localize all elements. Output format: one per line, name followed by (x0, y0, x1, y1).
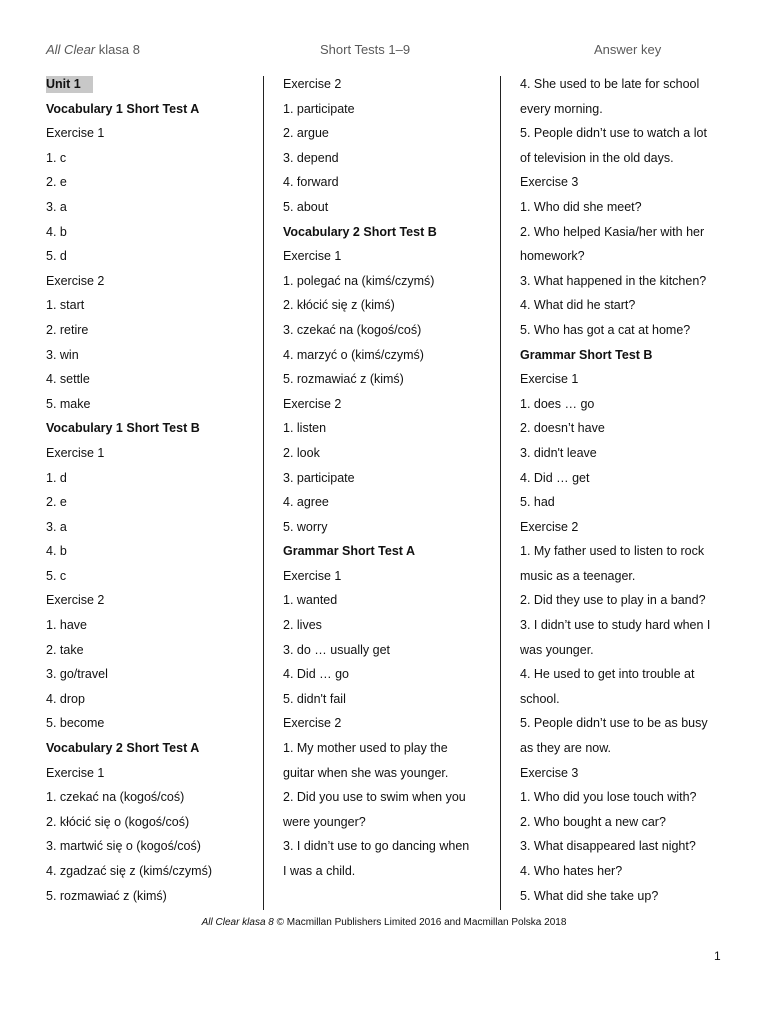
answer-line (283, 146, 493, 171)
header-title (46, 42, 140, 57)
answer-line (46, 539, 256, 564)
answer-text: 5. about (283, 199, 329, 214)
answer-text: 3. didn't leave (520, 445, 597, 460)
answer-text: as they are now. (520, 741, 612, 756)
answer-text: 1. start (46, 298, 85, 313)
section-heading (283, 220, 493, 245)
answer-text: 1. participate (283, 101, 355, 116)
answer-line (46, 810, 256, 835)
answer-text: 3. What disappeared last night? (520, 839, 696, 854)
answer-text: every morning. (520, 101, 603, 116)
answer-text: 4. She used to be late for school (520, 77, 700, 91)
answer-line (283, 810, 493, 835)
answer-line (283, 441, 493, 466)
answer-text: 2. Who bought a new car? (520, 814, 666, 829)
answer-text: 1. czekać na (kogoś/coś) (46, 790, 185, 805)
exercise-label (46, 269, 256, 294)
answer-line (520, 466, 735, 491)
answer-text: music as a teenager. (520, 568, 636, 583)
section-heading (46, 97, 256, 122)
answer-line (46, 662, 256, 687)
answer-line (520, 146, 735, 171)
answer-text: 1. d (46, 470, 67, 485)
section-heading-text: Vocabulary 1 Short Test B (46, 421, 200, 436)
answer-text: 5. make (46, 396, 91, 411)
answer-text: 5. rozmawiać z (kimś) (283, 372, 404, 387)
answer-text: 3. czekać na (kogoś/coś) (283, 322, 422, 337)
exercise-label-text: Exercise 2 (283, 716, 342, 731)
column-divider (500, 76, 501, 910)
section-heading (520, 343, 735, 368)
answer-text: 2. retire (46, 322, 89, 337)
answer-line (46, 244, 256, 269)
answer-text: 3. depend (283, 150, 339, 165)
answer-text: 2. Did you use to swim when you (283, 790, 466, 805)
answer-line (283, 638, 493, 663)
exercise-label-text: Exercise 1 (283, 249, 342, 264)
answer-line (283, 269, 493, 294)
answer-text: 5. People didn’t use to be as busy (520, 716, 708, 731)
exercise-label (520, 761, 735, 786)
answer-text: 4. b (46, 544, 67, 559)
answer-line (46, 293, 256, 318)
exercise-label-text: Exercise 2 (46, 593, 105, 608)
answer-line (520, 588, 735, 613)
answer-text: 1. listen (283, 421, 327, 436)
answer-text: 1. wanted (283, 593, 338, 608)
answer-line (520, 638, 735, 663)
exercise-label (46, 588, 256, 613)
answer-line (520, 416, 735, 441)
answer-line (283, 121, 493, 146)
answer-text: 1. c (46, 150, 67, 165)
answer-text: 3. a (46, 519, 67, 534)
answer-text: 4. drop (46, 691, 85, 706)
answer-line (283, 785, 493, 810)
answer-text: 3. a (46, 199, 67, 214)
answer-line (46, 466, 256, 491)
answer-line (520, 441, 735, 466)
exercise-label (283, 711, 493, 736)
answer-line (520, 269, 735, 294)
exercise-label (520, 367, 735, 392)
answer-text: I was a child. (283, 864, 356, 878)
section-heading-text: Vocabulary 2 Short Test B (283, 224, 437, 239)
answer-line (46, 834, 256, 859)
answer-text: 3. participate (283, 470, 355, 485)
answer-text: 3. I didn’t use to study hard when I (520, 618, 711, 633)
answer-line (520, 244, 735, 269)
answer-text: school. (520, 691, 560, 706)
section-heading-text: Grammar Short Test B (520, 347, 653, 362)
answer-line (46, 638, 256, 663)
answer-line (46, 613, 256, 638)
answer-line (283, 466, 493, 491)
unit-heading (46, 72, 256, 97)
answer-line (520, 564, 735, 589)
exercise-label (46, 121, 256, 146)
header-right: Answer key (594, 42, 662, 57)
answer-line (46, 515, 256, 540)
answer-text: 3. go/travel (46, 667, 108, 682)
section-heading-text: Vocabulary 2 Short Test A (46, 741, 200, 756)
exercise-label-text: Exercise 1 (46, 765, 105, 780)
answer-line (283, 761, 493, 786)
answer-text: 4. zgadzać się z (kimś/czymś) (46, 864, 213, 878)
answer-line (520, 220, 735, 245)
answer-line (283, 662, 493, 687)
answer-text: 5. What did she take up? (520, 888, 659, 903)
answer-line (520, 613, 735, 638)
answer-line (283, 170, 493, 195)
exercise-label-text: Exercise 1 (46, 445, 105, 460)
section-heading (46, 736, 256, 761)
column-3 (520, 72, 735, 908)
answer-line (520, 539, 735, 564)
answer-text: 4. b (46, 224, 67, 239)
exercise-label (46, 761, 256, 786)
answer-text: 1. have (46, 618, 88, 633)
section-heading-text: Vocabulary 1 Short Test A (46, 101, 200, 116)
answer-text: 5. People didn’t use to watch a lot (520, 126, 707, 141)
answer-line (283, 97, 493, 122)
answer-text: 1. does … go (520, 396, 595, 411)
answer-text: 3. martwić się o (kogoś/coś) (46, 839, 201, 854)
answer-line (283, 588, 493, 613)
footer-copyright (0, 917, 768, 928)
answer-text: 5. Who has got a cat at home? (520, 322, 691, 337)
answer-text: 2. doesn’t have (520, 421, 605, 436)
answer-line (520, 490, 735, 515)
exercise-label (520, 515, 735, 540)
answer-text: 4. agree (283, 495, 329, 510)
answer-line (520, 687, 735, 712)
answer-text: 4. Did … get (520, 470, 590, 485)
answer-line (46, 195, 256, 220)
answer-line (520, 662, 735, 687)
answer-line (283, 343, 493, 368)
header-center: Short Tests 1–9 (320, 42, 411, 57)
answer-line (283, 613, 493, 638)
exercise-label-text: Exercise 2 (46, 273, 105, 288)
answer-text: 4. settle (46, 372, 90, 387)
answer-text: 2. take (46, 642, 84, 657)
answer-line (46, 490, 256, 515)
answer-line (520, 318, 735, 343)
answer-line (283, 859, 493, 884)
answer-line (46, 859, 256, 884)
answer-line (520, 736, 735, 761)
answer-text: 2. lives (283, 618, 322, 633)
exercise-label-text: Exercise 3 (520, 765, 579, 780)
answer-text: 4. He used to get into trouble at (520, 667, 695, 682)
answer-text: 4. marzyć o (kimś/czymś) (283, 347, 424, 362)
answer-line (46, 687, 256, 712)
column-2 (283, 72, 493, 884)
answer-line (46, 564, 256, 589)
answer-line (283, 515, 493, 540)
exercise-label-text: Exercise 1 (46, 126, 105, 141)
answer-line (283, 293, 493, 318)
exercise-label (283, 72, 493, 97)
answer-line (46, 392, 256, 417)
answer-text: 2. kłócić się o (kogoś/coś) (46, 814, 190, 829)
answer-line (46, 170, 256, 195)
answer-line (283, 736, 493, 761)
answer-text: 4. Did … go (283, 667, 350, 682)
answer-line (520, 72, 735, 97)
answer-text: 2. argue (283, 126, 329, 141)
answer-text: 1. polegać na (kimś/czymś) (283, 273, 435, 288)
answer-text: were younger? (283, 814, 366, 829)
exercise-label-text: Exercise 3 (520, 175, 579, 190)
answer-text: 1. My mother used to play the (283, 741, 448, 756)
exercise-label-text: Exercise 2 (520, 519, 579, 534)
section-heading (46, 416, 256, 441)
answer-text: 2. look (283, 445, 320, 460)
exercise-label (283, 392, 493, 417)
answer-text: 3. win (46, 347, 79, 362)
header-title-italic: All Clear (46, 42, 96, 57)
answer-line (520, 834, 735, 859)
answer-line (520, 97, 735, 122)
answer-text: 1. My father used to listen to rock (520, 544, 705, 559)
answer-line (46, 318, 256, 343)
answer-text: 3. do … usually get (283, 642, 391, 657)
answer-text: 2. e (46, 175, 67, 190)
exercise-label (283, 244, 493, 269)
answer-text: 2. Did they use to play in a band? (520, 593, 706, 608)
answer-line (46, 146, 256, 171)
answer-line (46, 220, 256, 245)
answer-line (46, 884, 256, 909)
answer-line (520, 810, 735, 835)
exercise-label-text: Exercise 2 (283, 77, 342, 91)
answer-text: homework? (520, 249, 585, 264)
answer-line (46, 711, 256, 736)
answer-text: 1. Who did you lose touch with? (520, 790, 697, 805)
answer-text: 5. had (520, 495, 555, 510)
answer-text: 4. Who hates her? (520, 864, 623, 878)
answer-line (283, 834, 493, 859)
answer-text: 3. I didn’t use to go dancing when (283, 839, 470, 854)
answer-line (283, 687, 493, 712)
exercise-label-text: Exercise 1 (520, 372, 579, 387)
answer-text: 3. What happened in the kitchen? (520, 273, 707, 288)
answer-text: 4. What did he start? (520, 298, 636, 313)
answer-line (283, 416, 493, 441)
answer-line (283, 195, 493, 220)
header-title-rest: klasa 8 (95, 42, 140, 57)
column-1 (46, 72, 256, 908)
answer-text: 5. d (46, 249, 67, 264)
exercise-label (520, 170, 735, 195)
answer-line (520, 884, 735, 909)
exercise-label (46, 441, 256, 466)
column-divider (263, 76, 264, 910)
answer-line (520, 711, 735, 736)
answer-text: 5. worry (283, 519, 328, 534)
answer-line (283, 490, 493, 515)
unit-heading-text: Unit 1 (46, 76, 93, 93)
answer-line (520, 785, 735, 810)
answer-line (520, 859, 735, 884)
answer-line (520, 121, 735, 146)
answer-text: 2. kłócić się z (kimś) (283, 298, 395, 313)
answer-line (520, 293, 735, 318)
exercise-label-text: Exercise 2 (283, 396, 342, 411)
footer-italic: All Clear klasa 8 (201, 917, 274, 928)
section-heading (283, 539, 493, 564)
exercise-label (283, 564, 493, 589)
answer-line (46, 367, 256, 392)
answer-line (520, 392, 735, 417)
answer-text: 2. Who helped Kasia/her with her (520, 224, 705, 239)
answer-line (46, 785, 256, 810)
answer-text: 1. Who did she meet? (520, 199, 642, 214)
page-number: 1 (714, 949, 721, 963)
answer-text: of television in the old days. (520, 150, 674, 165)
answer-text: 2. e (46, 495, 67, 510)
footer-rest: © Macmillan Publishers Limited 2016 and Macmillan Polska 2018 (273, 917, 567, 928)
answer-line (283, 318, 493, 343)
section-heading-text: Grammar Short Test A (283, 544, 415, 559)
answer-text: 5. rozmawiać z (kimś) (46, 888, 167, 903)
answer-text: 5. become (46, 716, 105, 731)
exercise-label-text: Exercise 1 (283, 568, 342, 583)
answer-text: 4. forward (283, 175, 339, 190)
answer-text: was younger. (520, 642, 594, 657)
answer-text: guitar when she was younger. (283, 765, 449, 780)
answer-line (283, 367, 493, 392)
answer-line (520, 195, 735, 220)
answer-text: 5. didn't fail (283, 691, 346, 706)
answer-line (46, 343, 256, 368)
answer-text: 5. c (46, 568, 67, 583)
